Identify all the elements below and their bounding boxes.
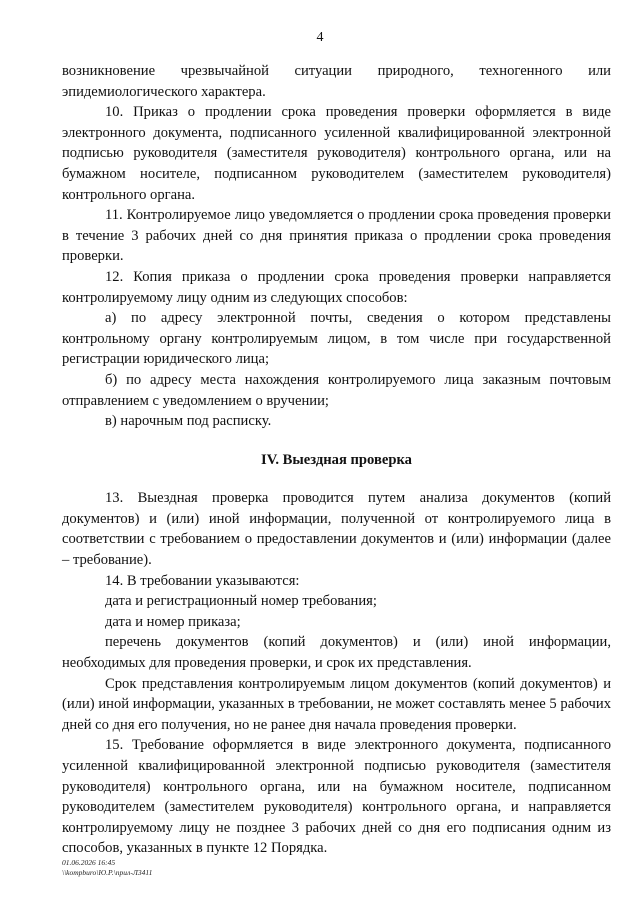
section-heading: IV. Выездная проверка bbox=[261, 451, 412, 468]
paragraph-item-11: 11. Контролируемое лицо уведомляется о продлении срока проведения проверки в течение 3 рабочих дней со дня принятия приказа о продлении срока проведения проверки. bbox=[62, 207, 611, 265]
footer-timestamp: 01.06.2026 16:45 bbox=[62, 858, 116, 867]
paragraph-subitem-c: в) нарочным под расписку. bbox=[105, 413, 272, 430]
paragraph-item-15: 15. Требование оформляется в виде электронного документа, подписанного усиленной квалифицированной электронной подписью руководителя (заместителя руководителя) контрольного органа, или на бумажном носителе, подписанном руководителем (заместителем руководителя) контрольного органа, и направляется контролируемому лицу не позднее 3 рабочих дней со дня его подписания одним из способов, указанных в пункте 12 Порядка. bbox=[62, 737, 611, 857]
document-body bbox=[62, 61, 611, 859]
paragraph-subitem-a: а) по адресу электронной почты, сведения о котором представлены контрольному органу контролируемым лицом, в том числе при государственной регистрации юридического лица; bbox=[62, 310, 611, 368]
paragraph-continuation: возникновение чрезвычайной ситуации природного, техногенного или эпидемиологического характера. bbox=[62, 63, 611, 100]
paragraph-item-14: 14. В требовании указываются: bbox=[105, 572, 300, 589]
paragraph-deadline: Срок представления контролируемым лицом документов (копий документов) и (или) иной информации, указанных в требовании, не может составлять менее 5 рабочих дней со дня его получения, но не ранее дня начала проведения проверки. bbox=[62, 675, 611, 733]
paragraph-list-entry: дата и регистрационный номер требования; bbox=[105, 593, 377, 610]
paragraph-list-entry: дата и номер приказа; bbox=[105, 613, 241, 630]
paragraph-subitem-b: б) по адресу места нахождения контролируемого лица заказным почтовым отправлением с уведомлением о вручении; bbox=[62, 371, 611, 409]
document-footer bbox=[62, 858, 152, 878]
paragraph-list-entry: перечень документов (копий документов) и (или) иной информации, необходимых для проведения проверки, и срок их представления. bbox=[62, 634, 611, 672]
page-number: 4 bbox=[316, 30, 324, 45]
footer-file-path: \\kompburo\Ю.Р.\прил-Л3411 bbox=[62, 868, 153, 877]
paragraph-item-13: 13. Выездная проверка проводится путем анализа документов (копий документов) и (или) иной информации, полученной от контролируемого лица в соответствии с требованием о предоставлении документов и (или) информации (далее – требование). bbox=[62, 490, 611, 569]
paragraph-item-12: 12. Копия приказа о продлении срока проведения проверки направляется контролируемому лицу одним из следующих способов: bbox=[62, 268, 611, 306]
paragraph-item-10: 10. Приказ о продлении срока проведения проверки оформляется в виде электронного документа, подписанного усиленной квалифицированной электронной подписью руководителя (заместителя руководителя) контрольного органа, или на бумажном носителе, подписанном руководителем (заместителем руководителя) контрольного органа. bbox=[62, 104, 611, 203]
